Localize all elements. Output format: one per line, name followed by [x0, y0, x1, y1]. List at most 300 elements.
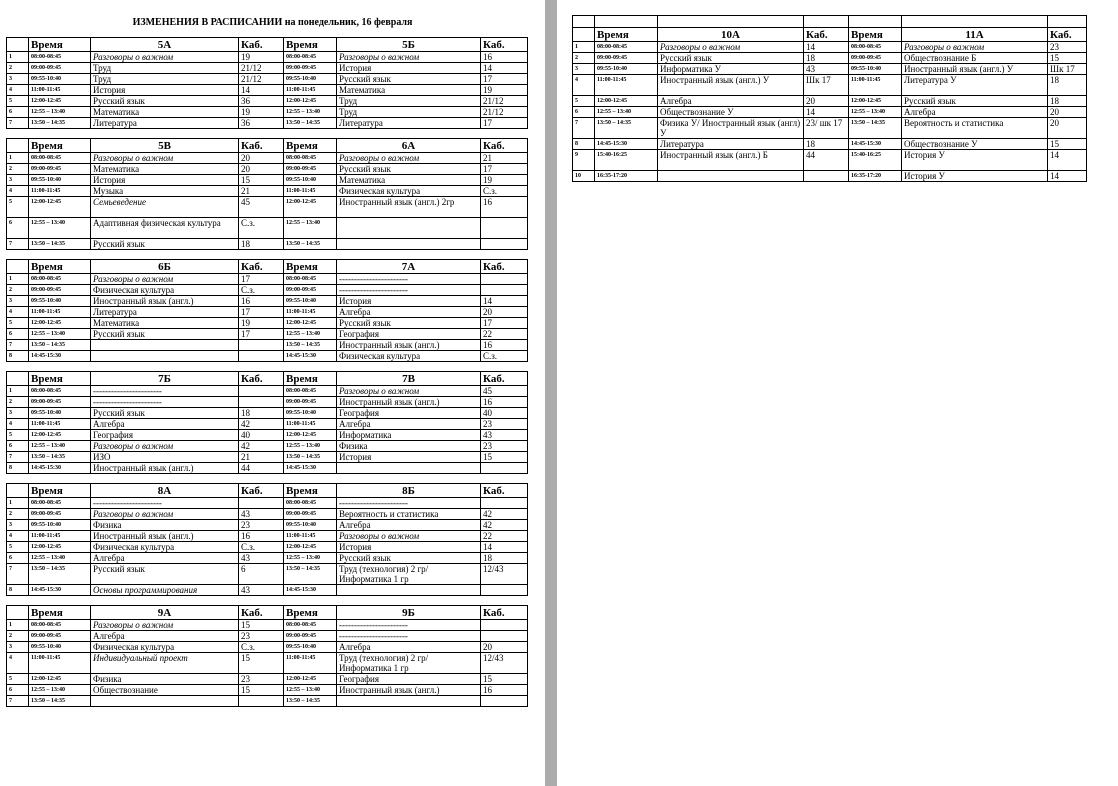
class-name: 8Б [337, 484, 481, 498]
subject-cell: Русский язык [91, 408, 239, 419]
time-header: Время [284, 484, 337, 498]
lesson-time: 09:00-09:45 [29, 509, 91, 520]
subject-cell: Труд [337, 96, 481, 107]
subject-cell: Алгебра [337, 307, 481, 318]
lesson-row [7, 498, 528, 509]
lesson-time: 13:50 – 14:35 [29, 696, 91, 707]
subject-cell: Литература [337, 118, 481, 129]
time-header: Время [29, 484, 91, 498]
lesson-row [7, 197, 528, 218]
subject-cell: ----------------------- [91, 397, 239, 408]
subject-cell: Иностранный язык (англ.) 2гр [337, 197, 481, 218]
lesson-number-header [7, 372, 29, 386]
lesson-number-header [7, 38, 29, 52]
lesson-time: 12:55 – 13:40 [595, 107, 658, 118]
subject-cell: Русский язык [337, 74, 481, 85]
subject-cell: ----------------------- [337, 274, 481, 285]
room-cell: 15 [1048, 53, 1087, 64]
lesson-time: 09:00-09:45 [284, 285, 337, 296]
blank-cell [1048, 16, 1087, 28]
room-cell: 17 [239, 307, 284, 318]
subject-cell: Разговоры о важном [658, 42, 804, 53]
lesson-row [7, 274, 528, 285]
room-cell: 23 [481, 441, 528, 452]
room-cell: 43 [239, 553, 284, 564]
room-cell: 14 [804, 107, 849, 118]
lesson-number: 2 [7, 63, 29, 74]
room-cell: 14 [239, 85, 284, 96]
subject-cell: Обществознание Б [902, 53, 1048, 64]
subject-cell [337, 696, 481, 707]
subject-cell: История У [902, 150, 1048, 171]
lesson-time: 08:00-08:45 [29, 386, 91, 397]
blank-cell [573, 16, 595, 28]
room-cell [481, 585, 528, 596]
lesson-time: 12:00-12:45 [284, 318, 337, 329]
lesson-row [7, 509, 528, 520]
lesson-time: 16:35-17:20 [849, 171, 902, 182]
lesson-time: 09:00-09:45 [595, 53, 658, 64]
room-cell: 45 [239, 197, 284, 218]
lesson-time: 09:55-10:40 [29, 642, 91, 653]
lesson-row [7, 408, 528, 419]
lesson-time: 12:55 – 13:40 [284, 107, 337, 118]
class-name: 10А [658, 28, 804, 42]
lesson-time: 09:55-10:40 [849, 64, 902, 75]
room-cell: 43 [804, 64, 849, 75]
lesson-row [7, 520, 528, 531]
subject-cell: Труд (технология) 2 гр/ Информатика 1 гр [337, 653, 481, 674]
block-header-row [7, 260, 528, 274]
lesson-row [7, 685, 528, 696]
room-cell: Шк 17 [1048, 64, 1087, 75]
lesson-row [7, 175, 528, 186]
subject-cell: История [337, 452, 481, 463]
lesson-number: 8 [7, 585, 29, 596]
lesson-time: 08:00-08:45 [284, 498, 337, 509]
room-cell: 15 [239, 685, 284, 696]
document-page-2 [557, 0, 1118, 786]
subject-cell: Математика [337, 85, 481, 96]
subject-cell: Физика [91, 674, 239, 685]
subject-cell: Основы программирования [91, 585, 239, 596]
subject-cell: Физическая культура [91, 542, 239, 553]
subject-cell: Индивидуальный проект [91, 653, 239, 674]
lesson-row [573, 139, 1087, 150]
room-cell [239, 386, 284, 397]
room-cell: 19 [239, 52, 284, 63]
block-header-row [7, 372, 528, 386]
lesson-time: 11:00-11:45 [29, 419, 91, 430]
subject-cell: Труд [337, 107, 481, 118]
subject-cell: Разговоры о важном [91, 441, 239, 452]
subject-cell: География [91, 430, 239, 441]
class-name: 9А [91, 606, 239, 620]
room-cell [481, 498, 528, 509]
lesson-time: 12:00-12:45 [284, 96, 337, 107]
subject-cell: Русский язык [91, 329, 239, 340]
room-cell: 15 [239, 653, 284, 674]
room-cell: 18 [239, 239, 284, 250]
lesson-row [7, 620, 528, 631]
room-cell: 6 [239, 564, 284, 585]
room-cell: 21 [239, 186, 284, 197]
subject-cell: История [91, 85, 239, 96]
lesson-row [573, 96, 1087, 107]
lesson-time: 08:00-08:45 [29, 620, 91, 631]
spacer-row [7, 250, 528, 260]
lesson-time: 11:00-11:45 [284, 419, 337, 430]
block-header-row [7, 606, 528, 620]
lesson-time: 13:50 – 14:35 [29, 340, 91, 351]
subject-cell: Музыка [91, 186, 239, 197]
lesson-time: 09:55-10:40 [284, 296, 337, 307]
lesson-row [7, 340, 528, 351]
room-header: Каб. [481, 606, 528, 620]
subject-cell: Разговоры о важном [91, 274, 239, 285]
subject-cell [337, 463, 481, 474]
lesson-row [7, 329, 528, 340]
spacer-row [7, 474, 528, 484]
lesson-time: 13:50 – 14:35 [284, 118, 337, 129]
blank-cell [804, 16, 849, 28]
lesson-number: 3 [7, 74, 29, 85]
room-cell: С.з. [239, 285, 284, 296]
class-name: 7Б [91, 372, 239, 386]
room-cell: 16 [239, 296, 284, 307]
room-cell: 43 [481, 430, 528, 441]
lesson-row [7, 674, 528, 685]
time-header: Время [284, 260, 337, 274]
lesson-row [7, 107, 528, 118]
room-cell: 14 [481, 296, 528, 307]
room-cell: 21/12 [481, 96, 528, 107]
room-cell: 23 [239, 674, 284, 685]
time-header: Время [284, 38, 337, 52]
time-header: Время [284, 606, 337, 620]
subject-cell: Разговоры о важном [337, 52, 481, 63]
spacer-cell [7, 596, 528, 606]
room-cell [239, 351, 284, 362]
room-cell: 20 [239, 153, 284, 164]
lesson-row [573, 171, 1087, 182]
lesson-time: 12:55 – 13:40 [849, 107, 902, 118]
room-cell [481, 463, 528, 474]
lesson-time: 12:00-12:45 [284, 197, 337, 218]
lesson-number: 4 [7, 307, 29, 318]
subject-cell: Русский язык [902, 96, 1048, 107]
blank-cell [595, 16, 658, 28]
time-header: Время [284, 139, 337, 153]
lesson-time: 12:00-12:45 [29, 197, 91, 218]
subject-cell: ----------------------- [337, 498, 481, 509]
lesson-time: 09:00-09:45 [29, 63, 91, 74]
lesson-time: 12:55 – 13:40 [284, 218, 337, 239]
subject-cell: История [337, 542, 481, 553]
lesson-number: 1 [7, 52, 29, 63]
subject-cell [91, 340, 239, 351]
lesson-time: 08:00-08:45 [29, 153, 91, 164]
subject-cell: Вероятность и статистика [337, 509, 481, 520]
subject-cell: Алгебра [337, 642, 481, 653]
lesson-row [573, 150, 1087, 171]
lesson-time: 14:45-15:30 [284, 351, 337, 362]
class-name: 7В [337, 372, 481, 386]
subject-cell: Разговоры о важном [337, 386, 481, 397]
lesson-row [7, 285, 528, 296]
lesson-number: 4 [7, 186, 29, 197]
subject-cell: Алгебра [91, 419, 239, 430]
lesson-number: 8 [7, 463, 29, 474]
subject-cell: Литература [91, 118, 239, 129]
room-header: Каб. [239, 372, 284, 386]
lesson-time: 13:50 – 14:35 [284, 239, 337, 250]
subject-cell: Информатика [337, 430, 481, 441]
room-cell: 44 [804, 150, 849, 171]
lesson-time: 13:50 – 14:35 [284, 696, 337, 707]
lesson-time: 08:00-08:45 [284, 153, 337, 164]
lesson-row [7, 585, 528, 596]
lesson-row [7, 52, 528, 63]
subject-cell: Труд (технология) 2 гр/ Информатика 1 гр [337, 564, 481, 585]
lesson-row [7, 186, 528, 197]
lesson-number: 7 [7, 239, 29, 250]
subject-cell: Алгебра [337, 520, 481, 531]
lesson-number: 6 [7, 553, 29, 564]
subject-cell: Иностранный язык (англ.) [91, 463, 239, 474]
lesson-time: 09:55-10:40 [29, 296, 91, 307]
time-header: Время [595, 28, 658, 42]
room-cell: 18 [804, 139, 849, 150]
lesson-number: 4 [573, 75, 595, 96]
subject-cell: Русский язык [337, 164, 481, 175]
lesson-time: 12:00-12:45 [849, 96, 902, 107]
lesson-number: 4 [7, 419, 29, 430]
spacer-cell [7, 129, 528, 139]
room-cell: С.з. [481, 186, 528, 197]
lesson-time: 09:55-10:40 [284, 408, 337, 419]
subject-cell: Обществознание [91, 685, 239, 696]
lesson-time: 12:00-12:45 [29, 96, 91, 107]
room-cell: 23 [1048, 42, 1087, 53]
lesson-number: 5 [7, 542, 29, 553]
lesson-number: 1 [7, 498, 29, 509]
lesson-time: 11:00-11:45 [595, 75, 658, 96]
lesson-number: 3 [7, 642, 29, 653]
lesson-time: 08:00-08:45 [849, 42, 902, 53]
lesson-row [7, 63, 528, 74]
room-cell: 12/43 [481, 564, 528, 585]
lesson-time: 11:00-11:45 [284, 307, 337, 318]
room-cell: 17 [481, 118, 528, 129]
block-header-row [7, 139, 528, 153]
room-cell: 20 [481, 642, 528, 653]
room-cell: 21/12 [239, 63, 284, 74]
room-cell: 40 [239, 430, 284, 441]
room-cell [481, 285, 528, 296]
lesson-number: 3 [573, 64, 595, 75]
lesson-time: 12:00-12:45 [29, 674, 91, 685]
lesson-row [7, 118, 528, 129]
subject-cell: Русский язык [337, 553, 481, 564]
room-cell: 36 [239, 96, 284, 107]
subject-cell [337, 218, 481, 239]
lesson-time: 09:55-10:40 [284, 175, 337, 186]
lesson-number: 6 [7, 329, 29, 340]
subject-cell: История [337, 296, 481, 307]
lesson-number: 5 [573, 96, 595, 107]
schedule-table [6, 37, 528, 707]
room-cell: 16 [481, 685, 528, 696]
lesson-time: 09:00-09:45 [284, 164, 337, 175]
room-cell [481, 620, 528, 631]
lesson-time: 08:00-08:45 [284, 274, 337, 285]
subject-cell: Алгебра [902, 107, 1048, 118]
room-cell [804, 171, 849, 182]
lesson-number: 8 [7, 351, 29, 362]
subject-cell: Математика [91, 318, 239, 329]
lesson-row [573, 42, 1087, 53]
room-cell: 17 [481, 164, 528, 175]
subject-cell: Русский язык [658, 53, 804, 64]
subject-cell: Труд [91, 74, 239, 85]
lesson-number: 5 [7, 674, 29, 685]
subject-cell: Математика [91, 107, 239, 118]
room-cell [239, 397, 284, 408]
room-cell: 14 [481, 542, 528, 553]
room-cell: С.з. [239, 642, 284, 653]
lesson-number: 7 [7, 340, 29, 351]
room-cell: 16 [481, 397, 528, 408]
document-page-1 [0, 0, 545, 786]
lesson-row [7, 164, 528, 175]
lesson-time: 11:00-11:45 [29, 653, 91, 674]
room-cell [481, 239, 528, 250]
class-name: 6Б [91, 260, 239, 274]
lesson-number-header [7, 139, 29, 153]
room-cell: 40 [481, 408, 528, 419]
blank-cell [658, 16, 804, 28]
room-cell: 16 [481, 52, 528, 63]
spacer-cell [7, 250, 528, 260]
time-header: Время [284, 372, 337, 386]
lesson-time: 12:55 – 13:40 [29, 553, 91, 564]
lesson-number: 4 [7, 85, 29, 96]
room-cell: 42 [239, 419, 284, 430]
lesson-row [7, 296, 528, 307]
time-header: Время [849, 28, 902, 42]
lesson-time: 12:00-12:45 [284, 542, 337, 553]
lesson-time: 11:00-11:45 [29, 186, 91, 197]
subject-cell: История У [902, 171, 1048, 182]
lesson-time: 09:55-10:40 [29, 408, 91, 419]
lesson-time: 12:55 – 13:40 [284, 329, 337, 340]
lesson-time: 09:00-09:45 [849, 53, 902, 64]
subject-cell: Алгебра [91, 631, 239, 642]
lesson-time: 11:00-11:45 [29, 531, 91, 542]
room-cell: 20 [1048, 118, 1087, 139]
spacer-row [7, 362, 528, 372]
block-header-row [573, 28, 1087, 42]
room-header: Каб. [239, 260, 284, 274]
lesson-number: 7 [7, 696, 29, 707]
lesson-time: 14:45-15:30 [29, 463, 91, 474]
lesson-time: 11:00-11:45 [284, 653, 337, 674]
lesson-row [573, 118, 1087, 139]
subject-cell: Физика [91, 520, 239, 531]
subject-cell: ИЗО [91, 452, 239, 463]
room-cell: 15 [239, 620, 284, 631]
lesson-number: 2 [7, 509, 29, 520]
subject-cell [91, 351, 239, 362]
room-cell: 23 [481, 419, 528, 430]
class-name: 11А [902, 28, 1048, 42]
room-cell: Шк 17 [804, 75, 849, 96]
room-cell: 19 [481, 175, 528, 186]
schedule-table-senior [572, 15, 1087, 182]
lesson-row [7, 642, 528, 653]
lesson-time: 13:50 – 14:35 [29, 118, 91, 129]
room-header: Каб. [481, 38, 528, 52]
room-cell: 17 [239, 274, 284, 285]
lesson-number: 5 [7, 318, 29, 329]
room-header: Каб. [481, 484, 528, 498]
lesson-time: 09:55-10:40 [284, 642, 337, 653]
lesson-number: 3 [7, 408, 29, 419]
room-cell: 22 [481, 531, 528, 542]
lesson-row [7, 430, 528, 441]
room-cell: 42 [239, 441, 284, 452]
lesson-row [7, 452, 528, 463]
room-cell: 19 [481, 85, 528, 96]
lesson-row [7, 631, 528, 642]
subject-cell: Алгебра [658, 96, 804, 107]
subject-cell: Литература У [902, 75, 1048, 96]
lesson-number-header [7, 606, 29, 620]
lesson-number: 3 [7, 520, 29, 531]
lesson-row [7, 351, 528, 362]
lesson-time: 12:55 – 13:40 [284, 553, 337, 564]
time-header: Время [29, 606, 91, 620]
lesson-number: 2 [7, 397, 29, 408]
lesson-time: 09:00-09:45 [284, 509, 337, 520]
lesson-number: 1 [7, 274, 29, 285]
room-cell: 20 [1048, 107, 1087, 118]
room-cell: 15 [1048, 139, 1087, 150]
lesson-time: 13:50 – 14:35 [284, 452, 337, 463]
lesson-number-header [573, 28, 595, 42]
lesson-time: 13:50 – 14:35 [284, 340, 337, 351]
lesson-time: 14:45-15:30 [595, 139, 658, 150]
room-header: Каб. [239, 484, 284, 498]
lesson-row [7, 153, 528, 164]
lesson-number: 2 [7, 285, 29, 296]
subject-cell [91, 696, 239, 707]
lesson-number: 6 [7, 107, 29, 118]
lesson-time: 11:00-11:45 [284, 531, 337, 542]
room-cell: 45 [481, 386, 528, 397]
lesson-time: 08:00-08:45 [595, 42, 658, 53]
subject-cell: География [337, 408, 481, 419]
time-header: Время [29, 139, 91, 153]
class-name: 7А [337, 260, 481, 274]
subject-cell: Иностранный язык (англ.) У [658, 75, 804, 96]
lesson-row [573, 75, 1087, 96]
lesson-time: 09:55-10:40 [595, 64, 658, 75]
lesson-time: 14:45-15:30 [29, 351, 91, 362]
lesson-time: 12:00-12:45 [595, 96, 658, 107]
lesson-time: 12:00-12:45 [29, 542, 91, 553]
